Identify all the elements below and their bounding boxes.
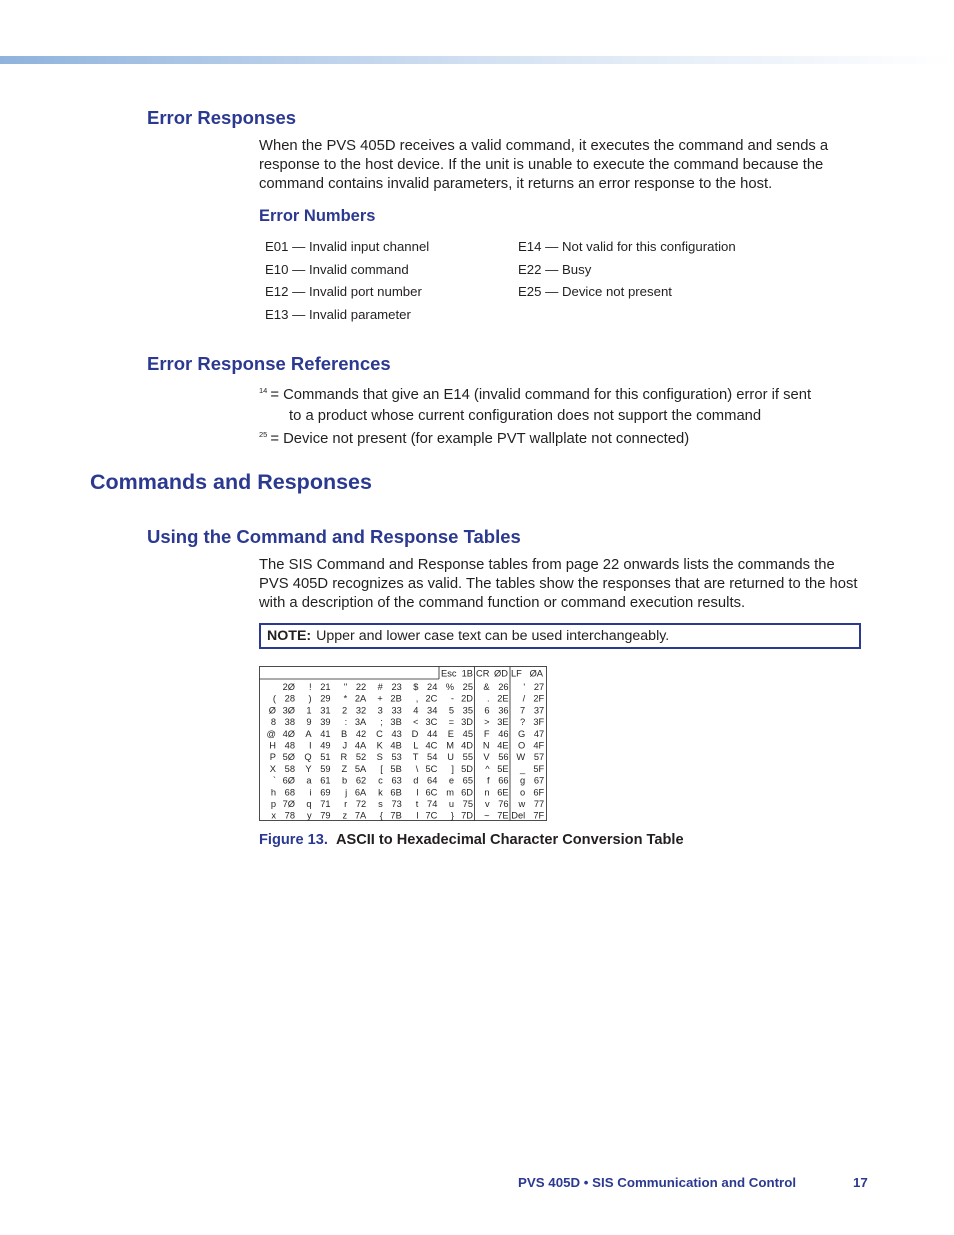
ascii-char: l [416, 810, 419, 821]
ascii-hex: 3C [425, 717, 438, 728]
ascii-hex: 78 [284, 810, 295, 821]
note-text: Upper and lower case text can be used interchangeably. [316, 628, 670, 644]
ascii-hex: 53 [391, 752, 402, 763]
ascii-char: T [412, 752, 419, 763]
ascii-hex: 6F [533, 787, 545, 798]
ref-25-text: = Device not present (for example PVT wallplate not connected) [270, 431, 690, 447]
ascii-hex: 7E [497, 810, 509, 821]
ascii-char: ; [380, 717, 383, 728]
ascii-hex: 45 [462, 728, 473, 739]
ascii-char: I [309, 740, 312, 751]
ascii-char: * [343, 693, 348, 704]
ascii-hex: 5C [425, 763, 438, 774]
ascii-char: a [306, 775, 312, 786]
ascii-hex: 2Ø [282, 682, 295, 692]
ascii-char: # [377, 682, 383, 692]
ascii-char: = [448, 717, 454, 728]
ascii-hex: 24 [427, 682, 438, 692]
ascii-hex: 35 [462, 705, 473, 716]
ascii-hex: 22 [355, 682, 367, 692]
ascii-hex: 21 [320, 682, 331, 692]
ascii-hex: 7C [425, 810, 438, 821]
ascii-char: G [517, 728, 526, 739]
figure-caption [259, 832, 684, 848]
ascii-hex: 69 [320, 787, 331, 798]
ascii-char: ? [520, 717, 526, 728]
ascii-hex: 54 [427, 752, 438, 763]
ascii-hex: 2B [390, 693, 402, 704]
ascii-char: q [306, 799, 312, 809]
error-list-left [265, 236, 429, 326]
ascii-hex: 71 [320, 799, 331, 809]
ascii-char: } [450, 810, 454, 821]
ascii-hex: 3B [390, 717, 402, 728]
ascii-hex: 5D [461, 763, 473, 774]
ascii-char: . [487, 693, 490, 704]
ascii-char: m [446, 787, 454, 798]
ascii-char: { [379, 810, 383, 821]
ascii-char: A [305, 728, 312, 739]
ascii-char: 3 [377, 705, 383, 716]
ascii-char: B [340, 728, 348, 739]
ascii-hex: 2C [425, 693, 438, 704]
ascii-char: S [376, 752, 383, 763]
ascii-char: - [450, 693, 454, 704]
figure-title: ASCII to Hexadecimal Character Conversion Table [335, 832, 684, 848]
heading-error-response-references: Error Response References [147, 353, 391, 374]
ascii-char: : [344, 717, 348, 728]
ascii-char: Ø [268, 705, 276, 716]
ascii-header-hex: ØD [494, 668, 508, 679]
page-number: 17 [853, 1175, 868, 1190]
heading-using-tables: Using the Command and Response Tables [147, 526, 521, 547]
ascii-hex: 51 [320, 752, 331, 763]
ascii-hex: 5F [533, 763, 545, 774]
ascii-char: E [447, 728, 454, 739]
ascii-hex: 74 [427, 799, 438, 809]
ascii-header-char: CR [476, 668, 490, 679]
heading-error-numbers: Error Numbers [259, 207, 376, 225]
ascii-hex: 31 [320, 705, 331, 716]
ascii-hex: 6E [497, 787, 509, 798]
ascii-hex: 5Ø [282, 752, 295, 763]
ascii-char: j [345, 787, 348, 798]
ascii-char: W [516, 752, 526, 763]
ascii-header-hex: 1B [461, 668, 473, 679]
ascii-hex: 23 [391, 682, 402, 692]
ascii-char: ^ [485, 763, 490, 774]
ascii-hex: 4A [354, 740, 367, 751]
ascii-char: @ [266, 728, 276, 739]
ascii-hex: 4B [390, 740, 402, 751]
ascii-char: Del [511, 810, 526, 821]
ref-14-line1 [259, 386, 811, 403]
heading-error-responses: Error Responses [147, 107, 297, 128]
ascii-char: > [484, 717, 490, 728]
ascii-hex: 5A [354, 763, 367, 774]
ascii-hex: 4C [425, 740, 438, 751]
ascii-hex: 59 [320, 763, 331, 774]
ascii-hex: 25 [462, 682, 473, 692]
ascii-hex: 77 [533, 799, 545, 809]
ascii-char: 6 [484, 705, 490, 716]
ascii-hex: 6C [425, 787, 438, 798]
ascii-hex: 3Ø [282, 705, 295, 716]
error-list-right [518, 236, 736, 304]
ascii-hex: 26 [498, 682, 509, 692]
ref-14-sup: 14 [259, 386, 268, 395]
ascii-hex: 6A [354, 787, 367, 798]
ascii-hex: 47 [533, 728, 545, 739]
ascii-char: Z [341, 763, 348, 774]
ascii-hex: 2D [461, 693, 473, 704]
ascii-hex: 5E [497, 763, 509, 774]
ascii-char: M [446, 740, 454, 751]
ascii-char: H [269, 740, 276, 751]
ascii-char: u [448, 799, 454, 809]
ascii-char: i [309, 787, 312, 798]
ascii-char: s [378, 799, 383, 809]
ascii-char: [ [380, 763, 383, 774]
ascii-char: _ [520, 763, 526, 774]
error-item: E01 — Invalid input channel [265, 239, 430, 254]
ascii-hex: 75 [462, 799, 473, 809]
ascii-hex: 43 [391, 728, 402, 739]
ascii-hex: 41 [320, 728, 331, 739]
ascii-char: O [517, 740, 526, 751]
ascii-hex: 7A [354, 810, 367, 821]
ascii-hex: 3E [497, 717, 509, 728]
ascii-header-hex: ØA [529, 668, 543, 679]
ascii-hex: 63 [391, 775, 402, 786]
ascii-char: 5 [448, 705, 454, 716]
ascii-char: D [411, 728, 419, 739]
ascii-char: Q [304, 752, 312, 763]
error-item: E14 — Not valid for this configuration [518, 239, 736, 254]
note-label: NOTE: [267, 628, 312, 644]
ref-25-sup: 25 [259, 430, 268, 439]
ascii-char: % [445, 682, 454, 692]
figure-label: Figure 13. [259, 832, 328, 848]
ascii-char: 4 [413, 705, 419, 716]
ascii-char: U [447, 752, 454, 763]
ascii-char: v [484, 799, 490, 809]
ascii-char: ) [308, 693, 312, 704]
ascii-char: ] [451, 763, 454, 774]
ascii-char: n [484, 787, 490, 798]
ascii-hex: 48 [284, 740, 295, 751]
ascii-char: X [269, 763, 276, 774]
ascii-char: + [377, 693, 383, 704]
ascii-hex: 73 [391, 799, 402, 809]
ascii-char: " [343, 682, 348, 692]
ascii-char: V [483, 752, 490, 763]
ascii-hex-table [259, 666, 547, 821]
ascii-char: e [448, 775, 454, 786]
error-item: E12 — Invalid port number [265, 284, 422, 300]
ascii-char: R [340, 752, 348, 763]
ascii-hex: 3A [354, 717, 367, 728]
ascii-char: K [376, 740, 383, 751]
ascii-hex: 55 [462, 752, 473, 763]
ascii-char: ! [309, 682, 312, 692]
ascii-hex: 3F [533, 717, 545, 728]
ascii-char: L [413, 740, 419, 751]
error-item: E22 — Busy [518, 261, 592, 277]
ascii-char: r [344, 799, 348, 809]
footer-title: PVS 405D • SIS Communication and Control [518, 1175, 797, 1190]
ascii-char: F [483, 728, 490, 739]
ascii-char: o [520, 787, 526, 798]
ascii-hex: 7F [533, 810, 545, 821]
ascii-hex: 64 [427, 775, 438, 786]
ascii-header-char: Esc [441, 668, 457, 679]
ascii-hex: 6B [390, 787, 402, 798]
ascii-char: l [416, 787, 419, 798]
ascii-hex: 4F [533, 740, 545, 751]
ascii-char: ' [523, 682, 526, 692]
error-item: E13 — Invalid parameter [265, 306, 411, 322]
ascii-hex: 4D [461, 740, 473, 751]
ascii-hex: 2E [497, 693, 509, 704]
ascii-char: g [520, 775, 526, 786]
ascii-char: 2 [342, 705, 348, 716]
ascii-hex: 49 [320, 740, 331, 751]
ascii-char: b [342, 775, 348, 786]
ascii-hex: 76 [498, 799, 509, 809]
ref-14-line2: to a product whose current configuration does not support the command [289, 408, 762, 424]
ascii-hex: 46 [498, 728, 509, 739]
ascii-char: < [412, 717, 419, 728]
ascii-hex: 57 [533, 752, 545, 763]
ascii-char: t [415, 799, 419, 809]
ascii-hex: 58 [284, 763, 295, 774]
ascii-hex: 28 [284, 693, 295, 704]
ascii-hex: 62 [355, 775, 367, 786]
ascii-hex: 6Ø [282, 775, 295, 786]
ascii-hex: 27 [533, 682, 545, 692]
ascii-hex: 67 [533, 775, 545, 786]
error-item: E10 — Invalid command [265, 261, 409, 277]
ascii-char: 7 [520, 705, 526, 716]
ref-25-line1 [259, 430, 689, 447]
ascii-char: C [376, 728, 383, 739]
ascii-hex: 34 [427, 705, 438, 716]
error-responses-paragraph: When the PVS 405D receives a valid command, it executes the command and sends a response to the host device. If the unit is unable to execute the command because the command contains invalid parameters, it returns an error response to the host. [259, 138, 829, 193]
ascii-char: N [482, 740, 490, 751]
ascii-hex: 72 [355, 799, 367, 809]
ascii-char: y [306, 810, 312, 821]
ascii-hex: 4Ø [282, 728, 295, 739]
ascii-char: $ [413, 682, 419, 692]
ascii-char: 9 [306, 717, 312, 728]
ascii-char: & [483, 682, 490, 692]
ascii-char: p [270, 799, 276, 809]
ascii-hex: 37 [533, 705, 545, 716]
ascii-hex: 5B [390, 763, 402, 774]
heading-commands-and-responses: Commands and Responses [90, 470, 372, 494]
ascii-hex: 36 [498, 705, 509, 716]
ascii-char: ~ [484, 810, 490, 821]
ascii-char: \ [415, 763, 419, 774]
ascii-char: w [518, 799, 526, 809]
ascii-hex: 33 [391, 705, 402, 716]
ascii-hex: 32 [355, 705, 367, 716]
ascii-hex: 42 [355, 728, 367, 739]
ascii-char: , [415, 693, 419, 704]
ascii-hex: 61 [320, 775, 331, 786]
ref-14-text: = Commands that give an E14 (invalid command for this configuration) error if sent [270, 387, 812, 403]
ascii-hex: 66 [498, 775, 509, 786]
ascii-char: 8 [270, 717, 276, 728]
ascii-hex: 52 [355, 752, 367, 763]
ascii-hex: 2F [533, 693, 545, 704]
note-box [259, 623, 861, 649]
ascii-char: J [342, 740, 348, 751]
ascii-char: z [342, 810, 348, 821]
ascii-hex: 7Ø [282, 799, 295, 809]
ascii-hex: 3D [461, 717, 473, 728]
ascii-hex: 2A [354, 693, 367, 704]
header-rule [0, 56, 954, 64]
ascii-char: f [487, 775, 490, 786]
ascii-char: 1 [306, 705, 312, 716]
ascii-char: k [378, 787, 383, 798]
ascii-char: P [269, 752, 276, 763]
ascii-char: c [378, 775, 383, 786]
ascii-char: ( [272, 693, 276, 704]
ascii-char: ` [272, 775, 276, 786]
ascii-hex: 6D [461, 787, 473, 798]
ascii-hex: 56 [498, 752, 509, 763]
ascii-hex: 4E [497, 740, 509, 751]
ascii-char: / [522, 693, 526, 704]
ascii-char: h [270, 787, 276, 798]
ascii-hex: 79 [320, 810, 331, 821]
ascii-char: Y [305, 763, 312, 774]
error-item: E25 — Device not present [518, 284, 672, 300]
ascii-hex: 44 [427, 728, 438, 739]
ascii-hex: 39 [320, 717, 331, 728]
ascii-char: x [271, 810, 276, 821]
using-tables-paragraph: The SIS Command and Response tables from page 22 onwards lists the commands the PVS 405D recognizes as valid. The tables show the responses that are returned to the host with a description of the command function or command execution results. [259, 557, 858, 612]
ascii-hex: 65 [462, 775, 473, 786]
ascii-header-char: LF [511, 668, 522, 679]
ascii-char: d [413, 775, 419, 786]
ascii-hex: 29 [320, 693, 331, 704]
ascii-hex: 7D [461, 810, 473, 821]
ascii-hex: 38 [284, 717, 295, 728]
ascii-hex: 7B [390, 810, 402, 821]
ascii-hex: 68 [284, 787, 295, 798]
